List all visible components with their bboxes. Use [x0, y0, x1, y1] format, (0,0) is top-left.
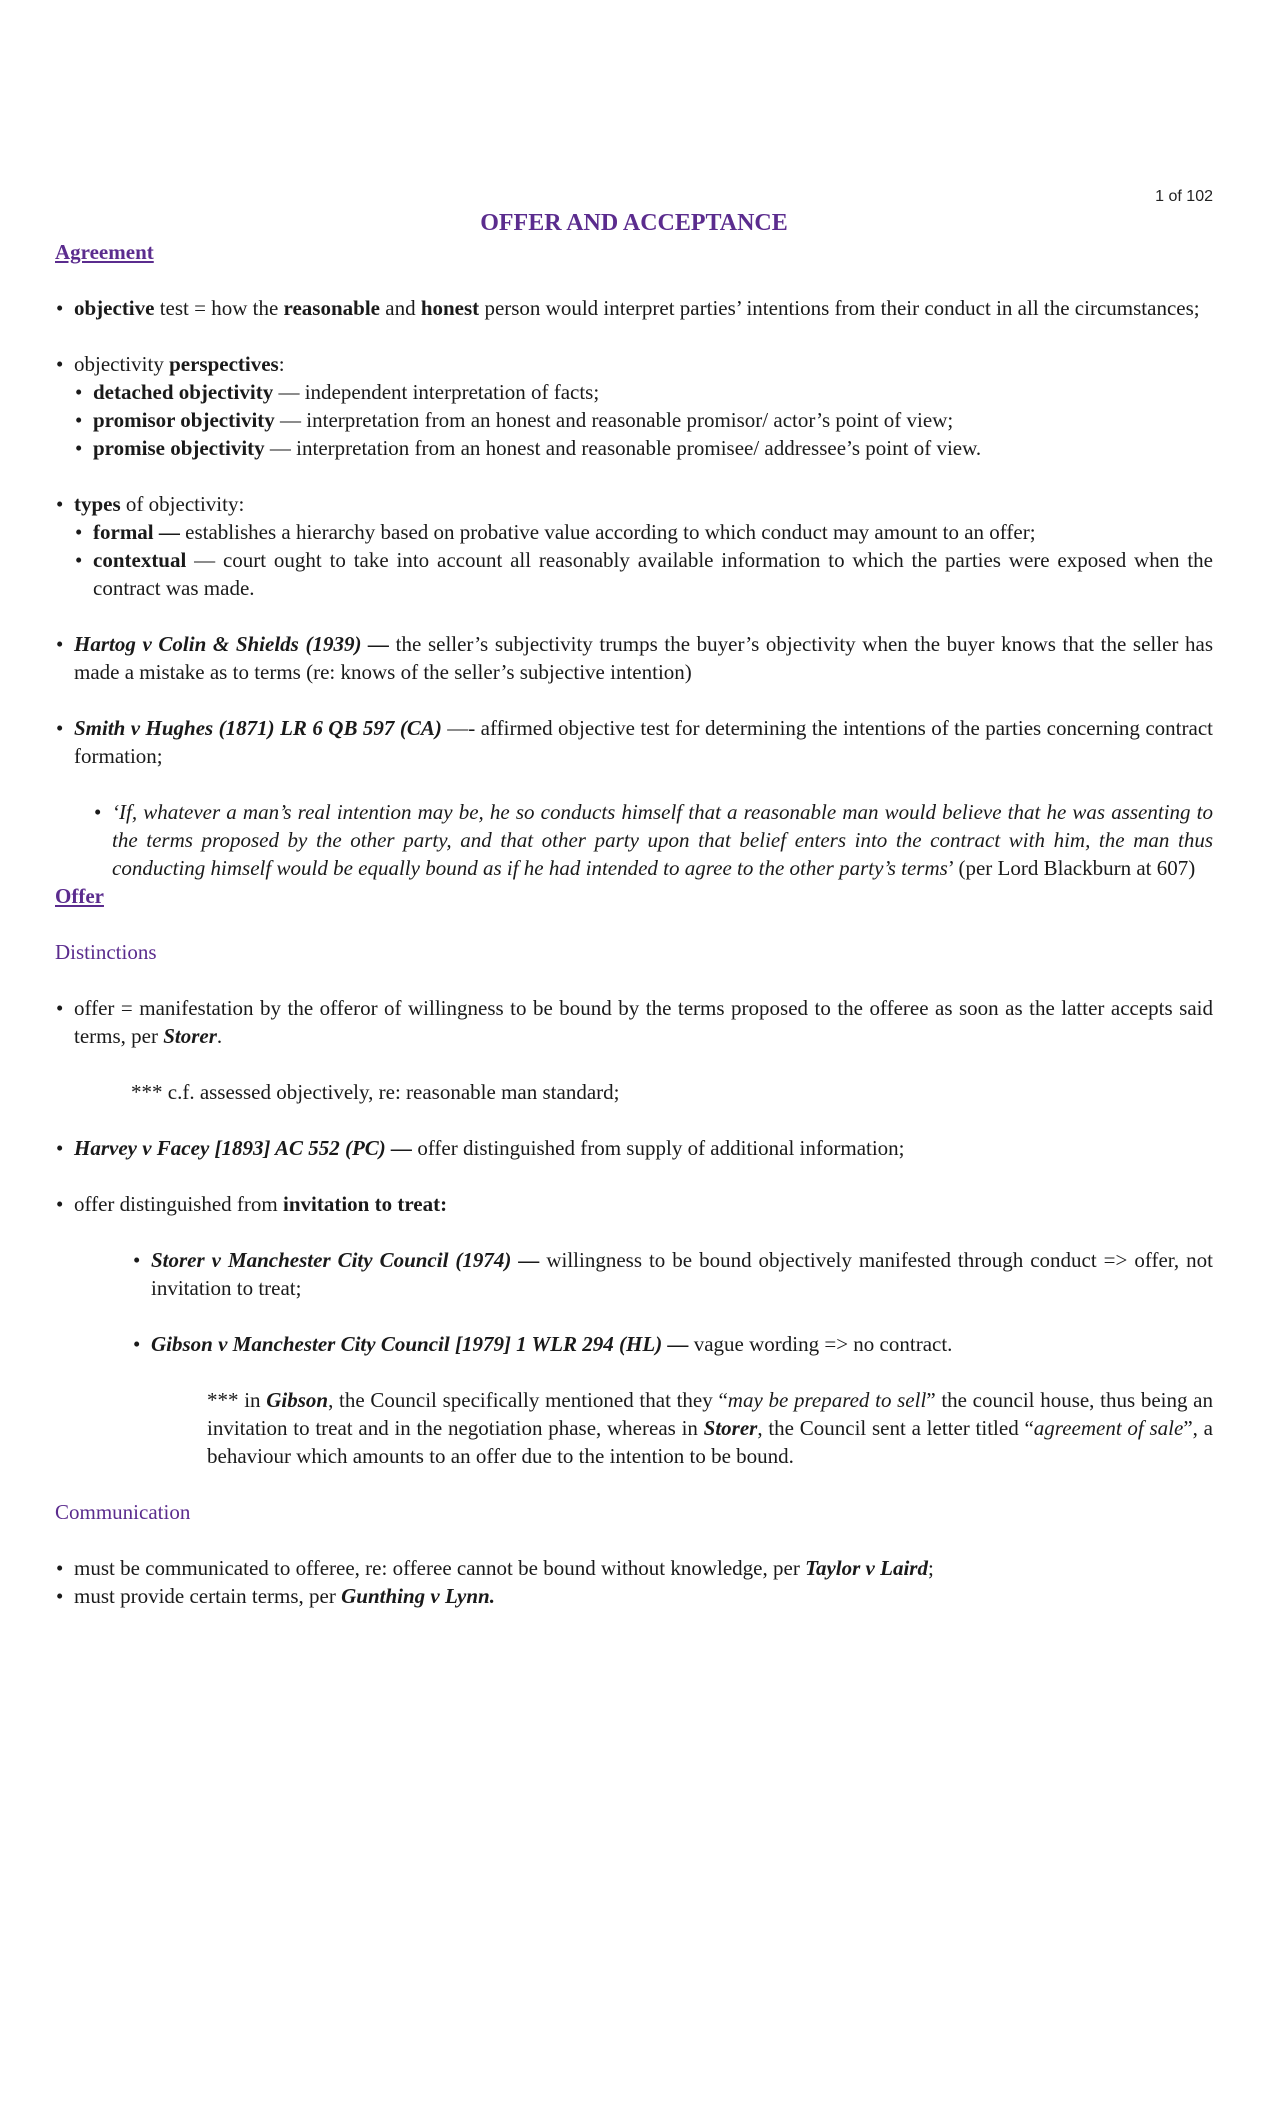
agreement-list [55, 294, 1213, 322]
list-item-quote: • ‘If, whatever a man’s real intention may be, he so conducts himself that a reasonable man would believe that he was assenting to the terms proposed by the other party, and that other party upon that belief enters into the contract with him, the man thus conducting himself would be equally bound as if he had intended to agree to the other party’s terms’ (per Lord Blackburn at 607) [112, 798, 1213, 882]
harvey-list [55, 1134, 1213, 1162]
hartog-list [55, 630, 1213, 686]
page-number: 1 of 102 [1155, 188, 1213, 205]
list-item: • promisor objectivity — interpretation from an honest and reasonable promisor/ actor’s point of view; [93, 406, 1213, 434]
perspectives-list [55, 350, 1213, 378]
list-item-gibson: • Gibson v Manchester City Council [1979] 1 WLR 294 (HL) — vague wording => no contract. [151, 1330, 1213, 1358]
list-item-storer: • Storer v Manchester City Council (1974) — willingness to be bound objectively manifested through conduct => offer, not invitation to treat; [151, 1246, 1213, 1302]
quote-list [55, 798, 1213, 882]
list-item-itt: • offer distinguished from invitation to treat: [74, 1190, 1213, 1218]
offer-def-list [55, 994, 1213, 1050]
list-item-perspectives: • objectivity perspectives: [74, 350, 1213, 378]
list-item: • must be communicated to offeree, re: offeree cannot be bound without knowledge, per Taylor v Laird; [74, 1554, 1213, 1582]
page-title: OFFER AND ACCEPTANCE [480, 210, 788, 236]
note-gibson-storer: *** in Gibson, the Council specifically mentioned that they “may be prepared to sell” the council house, thus being an invitation to treat and in the negotiation phase, whereas in Storer, the Council sent a letter titled “agreement of sale”, a behaviour which amounts to an offer due to the intention to be bound. [207, 1388, 1214, 1468]
storer-list [55, 1246, 1213, 1302]
heading-distinctions: Distinctions [55, 940, 157, 964]
content [55, 238, 1213, 1610]
list-item-smith: • Smith v Hughes (1871) LR 6 QB 597 (CA) —- affirmed objective test for determining the intentions of the parties concerning contract formation; [74, 714, 1213, 770]
types-list [55, 490, 1213, 518]
list-item: • promise objectivity — interpretation from an honest and reasonable promisee/ addressee’s point of view. [93, 434, 1213, 462]
smith-list [55, 714, 1213, 770]
heading-offer: Offer [55, 884, 104, 908]
types-sublist [55, 518, 1213, 602]
list-item: • must provide certain terms, per Gunthing v Lynn. [74, 1582, 1213, 1610]
list-item-hartog: • Hartog v Colin & Shields (1939) — the seller’s subjectivity trumps the buyer’s objectivity when the buyer knows that the seller has made a mistake as to terms (re: knows of the seller’s subjective intention) [74, 630, 1213, 686]
list-item: • detached objectivity — independent interpretation of facts; [93, 378, 1213, 406]
list-item-offer-def: • offer = manifestation by the offeror of willingness to be bound by the terms proposed to the offeree as soon as the latter accepts said terms, per Storer. [74, 994, 1213, 1050]
gibson-list [55, 1330, 1213, 1358]
heading-agreement: Agreement [55, 240, 154, 264]
communication-list [55, 1554, 1213, 1610]
list-item-types: • types of objectivity: [74, 490, 1213, 518]
list-item: • formal — establishes a hierarchy based on probative value according to which conduct may amount to an offer; [93, 518, 1213, 546]
note-objective: *** c.f. assessed objectively, re: reasonable man standard; [131, 1080, 620, 1104]
itt-list [55, 1190, 1213, 1218]
list-item-harvey: • Harvey v Facey [1893] AC 552 (PC) — offer distinguished from supply of additional information; [74, 1134, 1213, 1162]
list-item: • contextual — court ought to take into account all reasonably available information to which the parties were exposed when the contract was made. [93, 546, 1213, 602]
list-item-objective: • objective test = how the reasonable and honest person would interpret parties’ intentions from their conduct in all the circumstances; [74, 294, 1213, 322]
heading-communication: Communication [55, 1500, 191, 1524]
perspectives-sublist [55, 378, 1213, 462]
